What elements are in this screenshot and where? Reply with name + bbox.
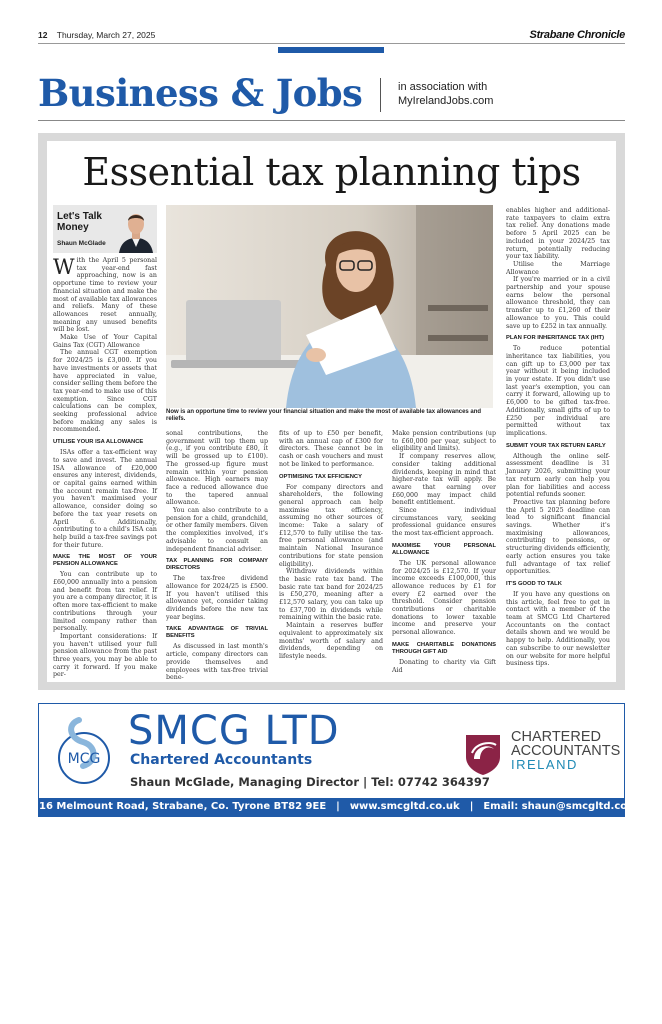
subheading: OPTIMISING TAX EFFICIENCY [279, 473, 362, 480]
paragraph: If you have any questions on this article, feel free to get in contact with a member of the team at SMCG Ltd Chartered Accountants on the contact details shown and we would be happy to help. Additionally, you can subscribe to our newsletter on our website for more helpful business tips. [506, 590, 610, 668]
paragraph: For company directors and shareholders, the following general approach can help maximise tax efficiency, assuming no other sources of income: Take a salary of £12,570 to fully utilise the tax-free personal allowance (and maintain National Insurance contributions for state pension eligibility). [279, 483, 383, 568]
article-column-2 [166, 430, 268, 682]
article-photo [166, 205, 493, 408]
article-column-4 [392, 430, 496, 674]
paragraph: The UK personal allowance for 2024/25 is £12,570. If your income exceeds £100,000, this allowance reduces by £1 for every £2 earned over the threshold. Consider pension contributions or charitable donations to lower taxable income and preserve your personal allowance. [392, 559, 496, 637]
drop-cap: W [53, 255, 75, 279]
subheading: MAKE THE MOST OF YOUR PENSION ALLOWANCE [53, 554, 157, 568]
subheading: SUBMIT YOUR TAX RETURN EARLY [506, 442, 606, 449]
section-rule [38, 120, 625, 121]
association-link[interactable]: MyIrelandJobs.com [398, 95, 494, 107]
subheading: MAKE CHARITABLE DONATIONS THROUGH GIFT AID [392, 641, 496, 655]
logo-initials: MCG [67, 751, 101, 767]
association-text [398, 80, 493, 108]
subheading: IT'S GOOD TO TALK [506, 580, 562, 587]
issue-date: Thursday, March 27, 2025 [56, 30, 156, 40]
publication-name: Strabane Chronicle [529, 29, 625, 41]
ad-footer-bar: 16 Melmount Road, Strabane, Co. Tyrone BT82 9EE | www.smcgltd.co.uk | Email: shaun@smcgltd.co.uk [39, 798, 624, 816]
paragraph: If you're married or in a civil partnership and your spouse earns below the personal allowance threshold, they can transfer up to £1,260 of their allowance to you. This could save up to £252 in tax annually. [506, 276, 610, 330]
paragraph: Utilise the Marriage Allowance [506, 260, 610, 276]
section-title: Business & Jobs [38, 71, 363, 115]
page-number: 12 [38, 30, 48, 40]
paragraph: The annual CGT exemption for 2024/25 is £3,000. If you have investments or assets that have appreciated in value, consider selling them before the tax year-end to make use of this exemption. Since CGT calculations can be complex, seeking professional advice before making any sales is recommended. [53, 349, 157, 434]
author-avatar [117, 207, 155, 253]
section-tab-marker [278, 47, 384, 53]
association-line-1: in association with [398, 81, 488, 93]
paragraph: Donating to charity via Gift Aid [392, 658, 496, 674]
paragraph: Maintain a reserves buffer equivalent to approximately six months' worth of salary and dividends, depending on lifestyle needs. [279, 622, 383, 660]
column-title: Let's Talk Money [57, 211, 102, 233]
article-column-5 [506, 207, 610, 668]
paragraph: fits of up to £50 per benefit, with an annual cap of £300 for directors. These cannot be in cash or cash vouchers and must not be linked to performance. [279, 430, 383, 468]
title-separator [380, 78, 381, 112]
company-name: SMCG LTD [128, 708, 340, 754]
website-link[interactable]: www.smcgltd.co.uk [349, 801, 460, 812]
paragraph: Make pension contributions (up to £60,000 per year, subject to eligibility and limits). [392, 430, 496, 453]
author-name: Shaun McGlade [57, 240, 106, 247]
paragraph: sonal contributions, the government will top them up (e.g., if you contribute £80, it will be grossed up to £100). The grossed-up figure must remain within your pension allowance. High earners may face a reduced allowance due to the tapered annual allowance. [166, 430, 268, 507]
paragraph: Important considerations: If you haven't utilised your full pension allowance from the past three years, you may be able to carry it forward. If you make per- [53, 632, 157, 679]
chartered-accountants-ireland-icon [464, 731, 502, 775]
smcg-advertisement[interactable] [38, 703, 645, 817]
paragraph: The tax-free dividend allowance for 2024/25 is £500. If you haven't utilised this allowance yet, consider taking dividends before the new tax year begins. [166, 575, 268, 621]
article-column-3 [279, 430, 383, 661]
paragraph: To reduce potential inheritance tax liabilities, you can gift up to £3,000 per tax year without it being included in your estate. If you didn't use last year's exemption, you can carry it forward, allowing up to £6,000 to be gifted tax-free. Additionally, small gifts of up to £250 per individual are permitted without tax implications. [506, 345, 610, 437]
company-subtitle: Chartered Accountants [130, 752, 313, 768]
paragraph: Since individual circumstances vary, seeking professional guidance ensures the most tax-efficient approach. [392, 507, 496, 538]
smcg-logo [53, 714, 115, 792]
photo-caption: Now is an opportune time to review your financial situation and make the most of available tax allowances and reliefs. [166, 409, 482, 422]
paragraph: Although the online self-assessment deadline is 31 January 2026, submitting your tax return early can help you plan for liabilities and access potential refunds sooner. [506, 452, 610, 499]
subheading: PLAN FOR INHERITANCE TAX (IHT) [506, 335, 605, 342]
subheading: MAXIMISE YOUR PERSONAL ALLOWANCE [392, 542, 496, 556]
subheading: TAKE ADVANTAGE OF TRIVIAL BENEFITS [166, 626, 268, 640]
paragraph: enables higher and additional-rate taxpayers to claim extra tax relief. Any donations made before 5 April 2025 can be included in your 2024/25 tax return, potentially reducing your tax liability. [506, 207, 610, 261]
paragraph: ISAs offer a tax-efficient way to save and invest. The annual ISA allowance of £20,000 ensures any interest, dividends, or capital gains earned within the account remain tax-free. If you haven't maximised your allowance, consider doing so before the tax year resets on April 6. Additionally, contributing to a child's ISA can help build a tax-free savings pot for their future. [53, 449, 157, 549]
paragraph: You can contribute up to £60,000 annually into a pension and benefit from tax relief. If you are a company director, it is often more tax-efficient to make contributions through your limited company rather than personally. [53, 571, 157, 633]
article-column-1 [53, 257, 157, 679]
chartered-accountants-ireland-text: CHARTERED ACCOUNTANTS IRELAND [511, 729, 621, 772]
subheading: TAX PLANNING FOR COMPANY DIRECTORS [166, 558, 268, 572]
paragraph: If company reserves allow, consider taking additional dividends, keeping in mind that higher-rate tax will apply. Be aware that earning over £60,000 may impact child benefit entitlement. [392, 453, 496, 507]
article-headline: Essential tax planning tips [82, 150, 581, 194]
byline-box [53, 205, 157, 253]
paragraph: As discussed in last month's article, company directors can provide themselves and employees with tax-free trivial bene- [166, 643, 268, 682]
subheading: UTILISE YOUR ISA ALLOWANCE [53, 439, 144, 446]
header-rule [38, 43, 625, 44]
address: 16 Melmount Road, Strabane, Co. Tyrone BT82 9EE [39, 801, 327, 812]
paragraph: Withdraw dividends within the basic rate tax band. The basic rate tax band for 2024/25 is £50,270, meaning after a £12,570 salary, you can take up to £37,700 in dividends while remaining within the basic rate. [279, 568, 383, 622]
paragraph: You can also contribute to a pension for a child, grandchild, or other family members. Given the complexities involved, it's advisable to consult an independent financial adviser. [166, 507, 268, 553]
contact-line[interactable]: Shaun McGlade, Managing Director | Tel: 07742 364397 [130, 775, 490, 789]
paragraph: Proactive tax planning before the April 5 2025 deadline can lead to significant financial savings. Whether it's maximising allowances, contributing to pensions, or structuring dividends efficiently, early action ensures you take full advantage of tax relief opportunities. [506, 498, 610, 576]
paragraph: With the April 5 personal tax year-end fast approaching, now is an opportune time to review your financial situation and make the most of available tax allowances and reliefs. Many of these allowances reset annually, meaning any unused benefits will be lost. [53, 255, 157, 334]
paragraph: Make Use of Your Capital Gains Tax (CGT) Allowance [53, 334, 157, 349]
email-link[interactable]: Email: shaun@smcgltd.co.uk [483, 801, 645, 812]
